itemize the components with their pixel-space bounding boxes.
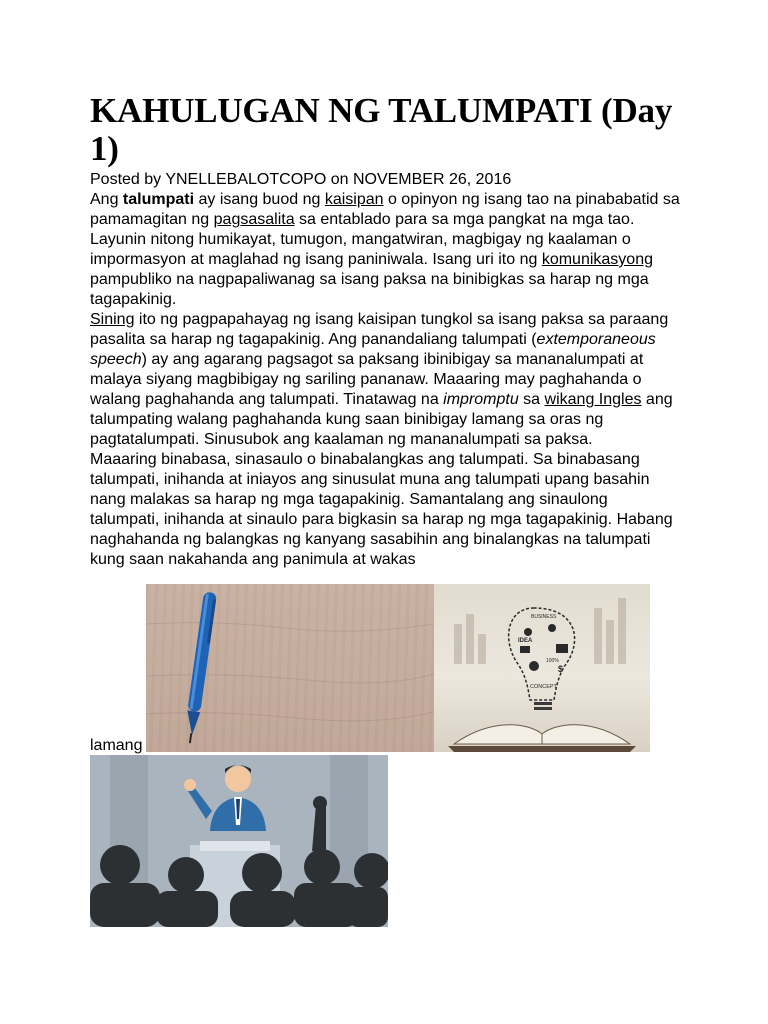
text-run: o opinyon ng isang tao na pinababatid sa pamamagitan ng <box>90 191 680 228</box>
link-komunikasyong[interactable]: komunikasyong <box>541 251 653 268</box>
idea-bulb-book-image <box>434 584 650 752</box>
label-business: BUSINESS <box>531 614 557 620</box>
image-row <box>90 584 650 752</box>
post-date: NOVEMBER 26, 2016 <box>352 171 512 188</box>
link-pagsasalita[interactable]: pagsasalita <box>213 211 295 228</box>
term-talumpati: talumpati <box>122 191 195 208</box>
link-wikang-ingles[interactable]: wikang Ingles <box>544 391 642 408</box>
paragraph-uri <box>90 450 680 570</box>
meta-prefix: Posted by <box>90 171 166 188</box>
text-run: ang talumpating walang paghahanda kung saan binibigay lamang sa oras ng pagtatalumpati. Sinusubok ang kaalaman ng mananalumpati sa paksa. <box>90 391 673 448</box>
label-pct: 100% <box>546 658 559 664</box>
pen-on-desk-image <box>146 584 434 752</box>
text-run: ito ng pagpapahayag ng isang kaisipan tungkol sa isang paksa sa paraang pasalita sa harap ng tagapakinig. Ang panandaliang talumpati ( <box>90 311 669 348</box>
text-run: sa <box>518 391 545 408</box>
label-dollar: $ <box>558 664 564 674</box>
paragraph-sining <box>90 310 680 450</box>
link-sining[interactable]: Sining <box>90 311 135 328</box>
article <box>90 0 690 570</box>
label-concept: CONCEPT <box>530 684 557 690</box>
text-run: ) ay ang agarang pagsagot sa paksang ibinibigay sa mananalumpati at malaya siyang magbibigay ng sariling pananaw. Maaaring may paghahanda o walang paghahanda ang talumpati. Tinatawag na <box>90 351 644 408</box>
label-idea: IDEA <box>518 638 533 644</box>
text-run: Ang <box>90 191 123 208</box>
term-extemporaneous: extemporaneous speech <box>90 331 656 368</box>
text-run: sa entablado para sa mga pangkat na mga tao. Layunin nitong humikayat, tumugon, mangatwiran, magbigay ng kaalaman o impormasyon at maglahad ng isang paniniwala. Isang uri ito ng <box>90 211 635 268</box>
paragraph-definition <box>90 190 680 310</box>
meta-middle: on <box>326 171 353 188</box>
text-run: pampubliko na nagpapaliwanag sa isang paksa na binibigkas sa harap ng mga tagapakinig. <box>90 271 649 308</box>
author-link[interactable]: YNELLEBALOTCOPO <box>165 171 327 188</box>
text-run: ay isang buod ng <box>194 191 325 208</box>
trailing-word: lamang <box>90 737 143 754</box>
term-impromptu: impromptu <box>443 391 519 408</box>
article-title: KAHULUGAN NG TALUMPATI (Day 1) <box>90 91 673 168</box>
link-kaisipan[interactable]: kaisipan <box>324 191 384 208</box>
public-speaker-image <box>90 755 388 927</box>
post-meta <box>90 170 690 190</box>
text-run: Maaaring binabasa, sinasaulo o binabalangkas ang talumpati. Sa binabasang talumpati, inihanda at iniayos ang sinusulat muna ang talumpati upang basahin nang malakas sa harap ng mga tagapakinig. Samantalang ang sinaulong talumpati, inihanda at sinaulo para bigkasin sa harap ng mga tagapakinig. Habang naghahanda ng balangkas ng kanyang sasabihin ang binalangkas na talumpati kung saan nakahanda ang panimula at wakas <box>90 451 673 568</box>
